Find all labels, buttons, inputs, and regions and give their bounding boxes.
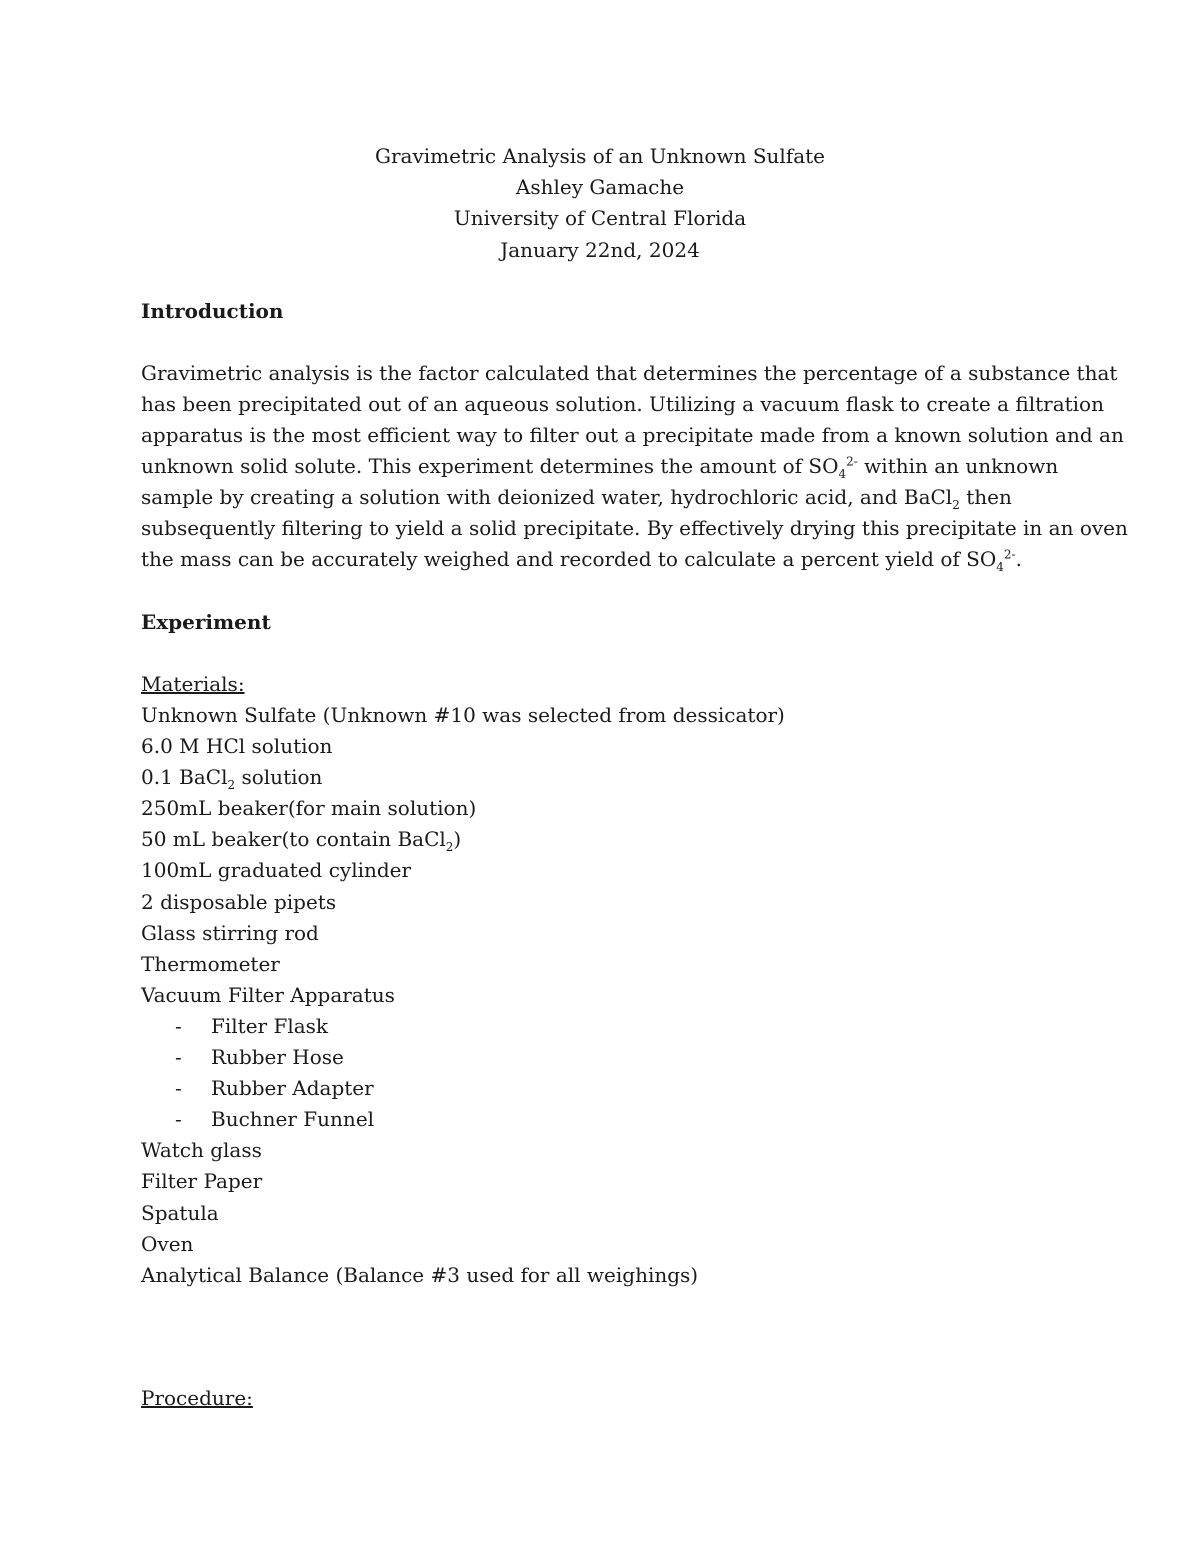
text-run: apparatus is the most efficient way to filter out a precipitate made from a known solution and an [141, 423, 1124, 447]
paragraph-line [141, 389, 1104, 420]
text-run: has been precipitated out of an aqueous solution. Utilizing a vacuum flask to create a filtration [141, 392, 1104, 416]
paragraph-line [141, 544, 1071, 575]
text-run: sample by creating a solution with deionized water, hydrochloric acid, and BaCl [141, 485, 953, 509]
superscript: 2- [846, 454, 858, 469]
sub-list-item [141, 1042, 785, 1073]
text-run: the mass can be accurately weighed and recorded to calculate a percent yield of SO [141, 547, 997, 571]
list-item: Analytical Balance (Balance #3 used for all weighings) [141, 1262, 699, 1287]
list-item: 100mL graduated cylinder [141, 858, 412, 883]
text-run: Rubber Adapter [211, 1076, 374, 1101]
text-run: within an unknown [857, 454, 1059, 478]
text-run: . [1015, 547, 1022, 571]
list-item: Thermometer [141, 951, 280, 976]
paragraph-line [141, 482, 1071, 513]
text-run: ) [453, 827, 462, 852]
subscript: 2 [227, 778, 236, 793]
text-run: Buchner Funnel [211, 1107, 375, 1132]
experiment-heading: Experiment [141, 610, 271, 634]
paragraph-line [141, 420, 1124, 451]
materials-list [141, 700, 785, 1291]
text-run: 50 mL beaker(to contain BaCl [141, 827, 446, 852]
procedure-label: Procedure: [141, 1386, 253, 1410]
list-dash: - [175, 1045, 182, 1070]
list-item: Filter Paper [141, 1169, 263, 1194]
list-item: 2 disposable pipets [141, 889, 337, 914]
text-run: Rubber Hose [211, 1045, 344, 1070]
subscript: 4 [838, 467, 847, 481]
author-name: Ashley Gamache [515, 175, 685, 200]
list-dash: - [175, 1076, 182, 1101]
document-date: January 22nd, 2024 [500, 237, 700, 262]
list-item: Glass stirring rod [141, 920, 319, 945]
text-run: solution [235, 765, 323, 790]
text-run: unknown solid solute. This experiment determines the amount of SO [141, 454, 839, 478]
text-run: subsequently filtering to yield a solid precipitate. By effectively drying this precipitate in an oven [141, 516, 1128, 540]
list-item: Watch glass [141, 1138, 262, 1163]
list-item: 250mL beaker(for main solution) [141, 796, 477, 821]
list-item [141, 762, 785, 793]
text-run: Filter Flask [211, 1013, 329, 1038]
materials-label: Materials: [141, 672, 245, 696]
paragraph-line [141, 451, 1071, 482]
introduction-heading: Introduction [141, 299, 284, 323]
introduction-paragraph [141, 358, 1128, 575]
document-title: Gravimetric Analysis of an Unknown Sulfate [374, 144, 825, 168]
list-dash: - [175, 1107, 182, 1132]
list-item: Unknown Sulfate (Unknown #10 was selected from dessicator) [141, 703, 785, 727]
text-run: then [959, 485, 1012, 509]
paragraph-line [141, 513, 1128, 544]
title-block [0, 141, 1200, 266]
subscript: 4 [996, 560, 1004, 574]
list-item: Vacuum Filter Apparatus [141, 982, 395, 1007]
list-item: 6.0 M HCl solution [141, 734, 333, 759]
subscript: 2 [445, 840, 454, 855]
text-run: Gravimetric analysis is the factor calculated that determines the percentage of a substance that [141, 361, 1118, 385]
paragraph-line [141, 358, 1118, 389]
list-item: Oven [141, 1231, 194, 1256]
sub-list-item [141, 1104, 785, 1135]
sub-list-item [141, 1073, 785, 1104]
subscript: 2 [952, 498, 960, 512]
list-dash: - [175, 1013, 182, 1038]
list-item: Spatula [141, 1200, 219, 1225]
superscript: 2- [1003, 547, 1016, 562]
text-run: 0.1 BaCl [141, 765, 228, 790]
sub-list-item [141, 1011, 785, 1042]
institution: University of Central Florida [453, 206, 747, 231]
list-item [141, 824, 785, 855]
